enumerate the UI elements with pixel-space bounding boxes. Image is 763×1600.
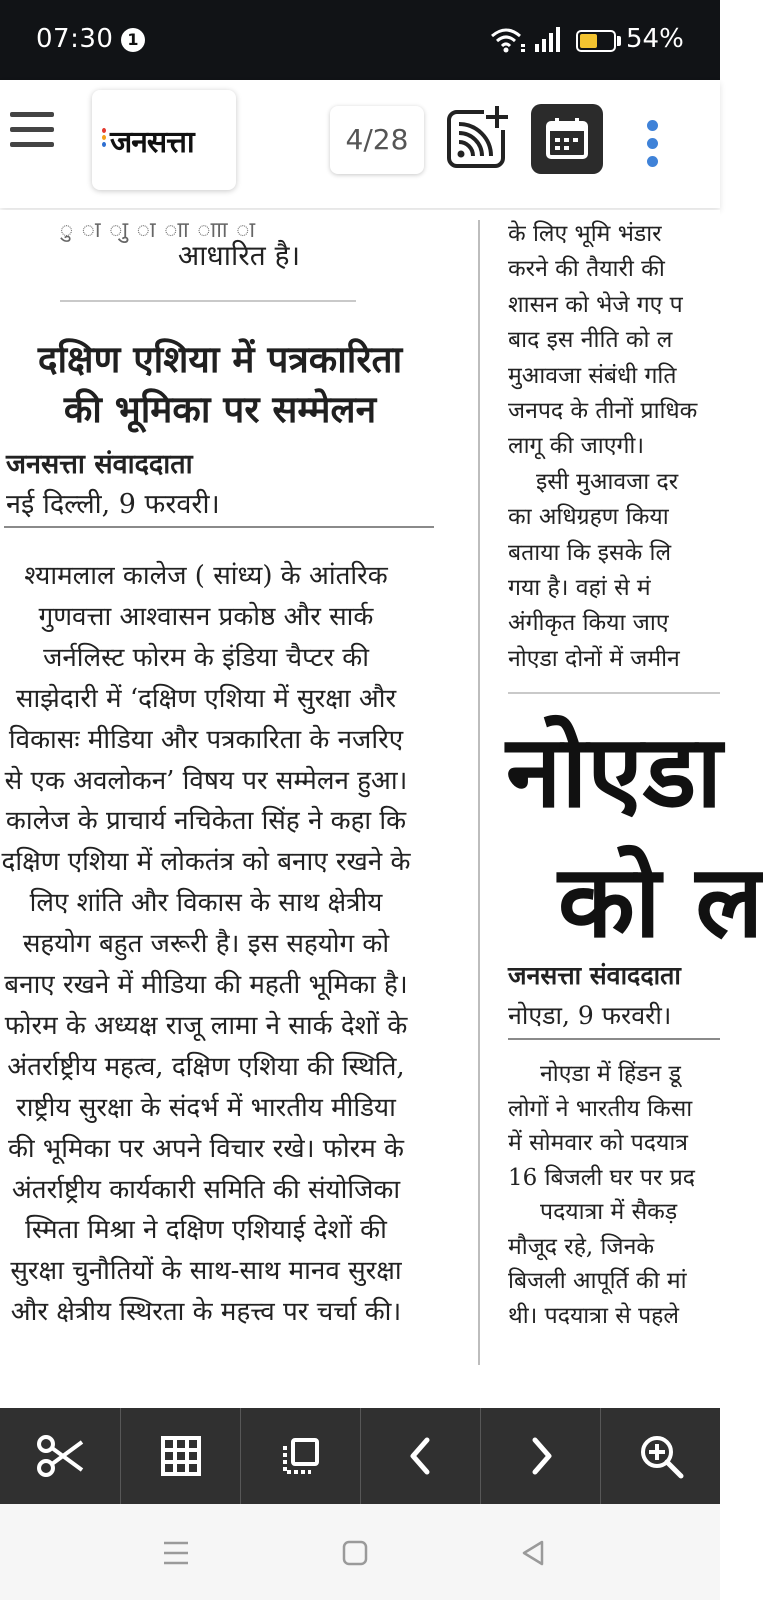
reader-bottom-bar (0, 1408, 720, 1504)
text-line: शासन को भेजे गए प (508, 291, 683, 318)
newspaper-page[interactable] (0, 210, 763, 1410)
text-line: लागू की जाएगी। (508, 433, 645, 460)
battery-level (580, 34, 597, 48)
wifi-icon (490, 26, 526, 54)
article-right-column (500, 210, 763, 1410)
text-line: राष्ट्रीय सुरक्षा के संदर्भ में भारतीय मीडिया (16, 1092, 396, 1123)
signal-icon (534, 26, 564, 54)
page-indicator[interactable]: 4/28 (330, 106, 424, 174)
text-line: थी। पदयात्रा से पहले (508, 1302, 679, 1329)
battery-percent: 54% (626, 24, 684, 54)
right-article-byline: जनसत्ता संवाददाता (508, 961, 681, 990)
scissors-icon (36, 1432, 86, 1480)
home-icon[interactable] (340, 1538, 370, 1568)
byline-divider (4, 526, 434, 528)
right-byline-divider (508, 1038, 720, 1040)
zoom-button[interactable] (600, 1408, 720, 1504)
recents-icon[interactable] (162, 1540, 190, 1566)
text-line: बिजली आपूर्ति की मां (508, 1268, 687, 1294)
more-vertical-icon[interactable] (647, 120, 661, 166)
text-line: बनाए रखने में मीडिया की महती भूमिका है। (4, 970, 408, 1000)
status-time: 07:30 (36, 24, 114, 54)
headline-line-1: दक्षिण एशिया में पत्रकारिता (37, 337, 403, 381)
publication-logo: जनसत्ता (110, 125, 194, 160)
grid-icon (157, 1432, 205, 1480)
text-line: सुरक्षा चुनौतियों के साथ-साथ मानव सुरक्षा (10, 1256, 402, 1287)
text-line: गया है। वहां से मं (508, 575, 651, 601)
text-line: अंगीकृत किया जाए (508, 610, 669, 637)
calendar-button[interactable] (531, 104, 603, 174)
previous-article-tail: आधारित है। (177, 239, 301, 272)
text-line: कालेज के प्राचार्य नचिकेता सिंह ने कहा कि (5, 806, 407, 837)
text-line: श्यामलाल कालेज ( सांध्य) के आंतरिक (24, 561, 388, 591)
text-line: सहयोग बहुत जरूरी है। इस सहयोग को (22, 929, 390, 960)
text-line: जर्नलिस्ट फोरम के इंडिया चैप्टर की (43, 642, 369, 673)
zoom-in-icon (637, 1432, 685, 1480)
text-line: फोरम के अध्यक्ष राजू लामा ने सार्क देशों के (4, 1010, 408, 1041)
headline-line-2: की भूमिका पर सम्मेलन (63, 387, 377, 431)
right-headline-line-2: को ल (558, 843, 763, 960)
text-line: दक्षिण एशिया में लोकतंत्र को बनाए रखने के (1, 847, 411, 878)
text-line: साझेदारी में ‘दक्षिण एशिया में सुरक्षा और (15, 683, 397, 714)
calendar-icon (531, 104, 603, 174)
text-line: जनपद के तीनों प्राधिक (508, 398, 698, 424)
text-line: करने की तैयारी की (508, 256, 665, 283)
text-line: के लिए भूमि भंडार (508, 221, 662, 247)
chevron-left-icon (397, 1432, 445, 1480)
text-line: में सोमवार को पदयात्र (508, 1130, 688, 1156)
text-line: की भूमिका पर अपने विचार रखे। फोरम के (7, 1133, 405, 1164)
select-area-button[interactable] (240, 1408, 360, 1504)
text-line: मुआवजा संबंधी गति (508, 362, 677, 389)
battery-icon (576, 30, 616, 52)
clip-button[interactable] (0, 1408, 120, 1504)
text-line: से एक अवलोकन’ विषय पर सम्मेलन हुआ। (4, 765, 408, 796)
text-line: का अधिग्रहण किया (508, 504, 669, 531)
text-line: गुणवत्ता आश्वासन प्रकोष्ठ और सार्क (38, 601, 374, 632)
text-line: लोगों ने भारतीय किसा (508, 1095, 693, 1122)
text-line: लिए शांति और विकास के साथ क्षेत्रीय (29, 888, 383, 919)
column-divider (478, 220, 480, 1365)
text-line: और क्षेत्रीय स्थिरता के महत्त्व पर चर्चा की। (10, 1297, 402, 1328)
article-dateline: नई दिल्ली, 9 फरवरी। (6, 489, 220, 520)
chevron-right-icon (517, 1432, 565, 1480)
publication-logo-button[interactable] (92, 90, 236, 190)
previous-page-button[interactable] (360, 1408, 480, 1504)
next-page-button[interactable] (480, 1408, 600, 1504)
section-divider (60, 300, 356, 302)
right-headline-line-1: नोएडा (506, 713, 723, 830)
text-line: मौजूद रहे, जिनके (508, 1233, 654, 1260)
text-line: 16 बिजली घर पर प्रद (508, 1164, 695, 1191)
text-line: स्मिता मिश्रा ने दक्षिण एशियाई देशों की (25, 1215, 387, 1246)
cut-off-text-line: ु ा ाुु ा ाा ााा ा (60, 218, 259, 243)
hamburger-icon[interactable] (10, 112, 54, 152)
text-line: नोएडा में हिंडन डू (540, 1061, 681, 1087)
system-navigation-bar (0, 1504, 720, 1600)
select-area-icon (277, 1432, 325, 1480)
text-line: बाद इस नीति को ल (508, 327, 673, 354)
rss-add-icon[interactable] (446, 104, 510, 170)
logo-mark-icon (102, 128, 106, 148)
right-section-divider (508, 692, 720, 694)
text-line: नोएडा दोनों में जमीन (508, 645, 680, 672)
back-icon[interactable] (518, 1538, 548, 1568)
text-line: बताया कि इसके लि (508, 539, 672, 566)
notification-count-badge: 1 (121, 28, 145, 52)
text-line: इसी मुआवजा दर (536, 468, 679, 495)
text-line: विकासः मीडिया और पत्रकारिता के नजरिए (8, 724, 404, 755)
thumbnails-button[interactable] (120, 1408, 240, 1504)
text-line: पदयात्रा में सैकड़ (540, 1199, 678, 1225)
article-byline: जनसत्ता संवाददाता (6, 449, 193, 480)
right-article-dateline: नोएडा, 9 फरवरी। (508, 1001, 672, 1030)
text-line: अंतर्राष्ट्रीय कार्यकारी समिति की संयोजिका (11, 1174, 401, 1205)
status-bar (0, 0, 720, 80)
text-line: अंतर्राष्ट्रीय महत्व, दक्षिण एशिया की स्थिति, (7, 1051, 405, 1082)
battery-tip (617, 36, 621, 46)
